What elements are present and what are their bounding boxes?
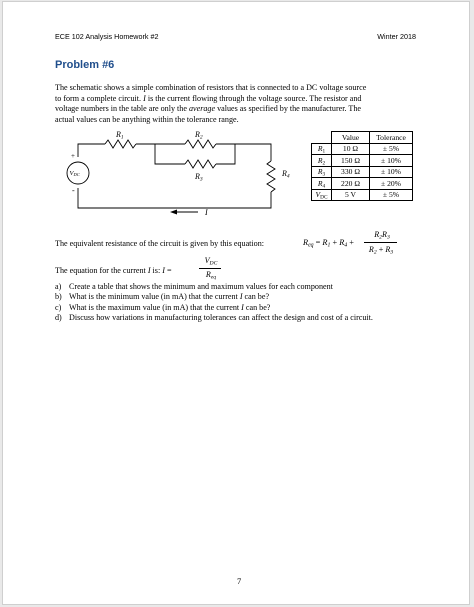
list-item [55, 303, 373, 313]
eq-text: The equation for the current [55, 266, 148, 275]
table-cell-tolerance: ± 5% [370, 143, 413, 155]
item-text: What is the maximum value (in mA) that the current [69, 302, 242, 312]
label-current: I [205, 208, 208, 217]
table-corner [312, 132, 332, 144]
table-header-value: Value [332, 132, 370, 144]
source-minus-sign: - [72, 186, 75, 195]
eq-subscript: 2 [379, 234, 382, 241]
table-row [312, 178, 413, 190]
wire-parallel-loop [155, 144, 185, 164]
label-r4: R4 [282, 169, 290, 180]
table-cell-tolerance: ± 10% [370, 166, 413, 178]
eq-symbol: I [162, 266, 165, 275]
item-letter: b) [55, 292, 62, 302]
eq-symbol: R [322, 238, 328, 247]
label-text: R [317, 155, 323, 165]
wire-parallel-return [216, 144, 235, 164]
page-number: 7 [237, 576, 242, 586]
intro-line-2 [55, 94, 423, 105]
eq-symbol: R [374, 230, 380, 239]
wire-top-right [216, 144, 271, 161]
table-row-label [312, 166, 332, 178]
eq-operator: + [330, 238, 340, 247]
equation-req-denominator [361, 245, 401, 254]
equation-current-line [55, 266, 172, 275]
problem-title: Problem #6 [55, 59, 115, 71]
table-row [312, 155, 413, 167]
table-header-row [312, 132, 413, 144]
item-letter: c) [55, 302, 62, 312]
eq-symbol: R [303, 238, 309, 247]
table-row-label [312, 178, 332, 190]
intro-text: values as specified by the manufacturer. The [215, 104, 361, 114]
label-vdc: VDC [69, 170, 80, 178]
label-text: R [317, 144, 323, 154]
equation-intro-text: The equivalent resistance of the circuit is given by this equation: [55, 239, 265, 248]
equation-req-numerator [371, 230, 393, 239]
label-subscript: DC [320, 194, 328, 201]
header-term: Winter 2018 [377, 32, 416, 41]
eq-subscript: DC [209, 260, 218, 267]
table-cell-value: 10 Ω [332, 143, 370, 155]
eq-current-symbol: I [147, 266, 151, 275]
eq-operator: + [347, 238, 354, 247]
intro-paragraph [55, 83, 423, 125]
table-cell-value: 220 Ω [332, 178, 370, 190]
table-cell-tolerance: ± 10% [370, 155, 413, 167]
resistor-r4 [267, 161, 275, 192]
eq-symbol: R [368, 245, 374, 254]
header-course: ECE 102 Analysis Homework #2 [55, 32, 159, 41]
wire-top [78, 144, 105, 157]
list-item [55, 292, 373, 302]
component-table [311, 131, 413, 201]
table-row-label [312, 155, 332, 167]
item-letter: d) [55, 313, 62, 323]
eq-symbol: R [205, 270, 211, 279]
table-cell-tolerance: ± 20% [370, 178, 413, 190]
table-header-tolerance: Tolerance [370, 132, 413, 144]
question-list [55, 282, 373, 324]
table-cell-value: 330 Ω [332, 166, 370, 178]
label-text: R [317, 178, 323, 188]
eq-subscript: eq [210, 274, 217, 281]
label-subscript: 4 [322, 183, 326, 190]
table-row-label [312, 189, 332, 201]
intro-text: voltage numbers in the table are only the [55, 104, 189, 114]
current-arrow-head [170, 210, 177, 215]
table-row-label [312, 143, 332, 155]
item-text: Create a table that shows the minimum and maximum values for each component [69, 282, 333, 291]
equation-current-denominator [200, 270, 222, 279]
eq-operator: = [164, 266, 172, 275]
equation-current-numerator [200, 256, 222, 265]
intro-average-word: average [188, 104, 216, 114]
intro-line-1: The schematic shows a simple combination of resistors that is connected to a DC voltage source [55, 83, 367, 92]
label-subscript: 3 [322, 171, 326, 178]
intro-current-symbol: I [143, 93, 146, 103]
intro-text: is the current flowing through the voltage source. The resistor and [145, 93, 362, 103]
list-item [55, 313, 373, 323]
item-text: Discuss how variations in manufacturing tolerances can affect the design and cost of a circuit. [69, 313, 373, 323]
intro-text: to form a complete circuit. [55, 93, 144, 103]
table-row [312, 166, 413, 178]
item-text: can be? [243, 302, 271, 312]
equation-current-fraction-bar [199, 268, 221, 269]
label-r2: R2 [195, 130, 203, 141]
eq-symbol: R [382, 230, 387, 239]
eq-subscript: 2 [373, 249, 377, 256]
resistor-r3 [185, 160, 216, 168]
wire-right-bottom [78, 188, 271, 208]
eq-subscript: eq [308, 242, 314, 249]
document-page [2, 1, 470, 605]
item-letter: a) [55, 282, 62, 291]
eq-symbol: R [339, 238, 345, 247]
circuit-schematic [63, 128, 303, 223]
label-r3: R3 [195, 172, 203, 183]
eq-operator: + [376, 245, 386, 254]
equation-req-fraction-bar [364, 242, 397, 243]
table-cell-value: 150 Ω [332, 155, 370, 167]
label-subscript: 1 [322, 148, 326, 155]
label-subscript: 2 [322, 160, 326, 167]
eq-subscript: 3 [390, 249, 394, 256]
table-row [312, 189, 413, 201]
eq-symbol: R [385, 245, 391, 254]
resistor-r2 [185, 140, 216, 148]
item-text: What is the minimum value (in mA) that the current [69, 292, 240, 302]
equation-req-lhs [303, 238, 354, 247]
item-current-symbol: I [239, 292, 243, 302]
label-r1: R1 [116, 130, 124, 141]
intro-line-3 [55, 104, 423, 115]
label-text: R [317, 167, 323, 177]
table-cell-tolerance: ± 5% [370, 189, 413, 201]
table-row [312, 143, 413, 155]
eq-subscript: 3 [386, 234, 390, 241]
item-current-symbol: I [241, 302, 244, 312]
eq-text: is: [150, 266, 163, 275]
eq-symbol: V [204, 256, 210, 265]
source-plus-sign: + [71, 152, 75, 160]
label-text: V [315, 190, 321, 200]
eq-operator: = [313, 238, 323, 247]
eq-subscript: 1 [327, 242, 331, 249]
table-cell-value: 5 V [332, 189, 370, 201]
intro-line-4: actual values can be anything within the tolerance range. [55, 114, 239, 124]
list-item [55, 282, 373, 292]
item-text: can be? [242, 292, 270, 302]
resistor-r1 [105, 140, 136, 148]
eq-subscript: 4 [344, 242, 348, 249]
